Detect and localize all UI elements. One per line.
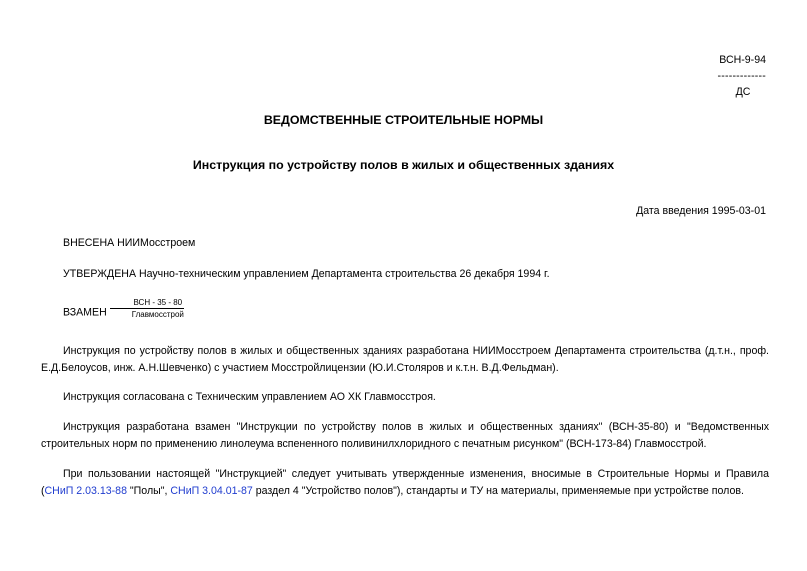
snip-2-03-13-88-link[interactable]: СНиП 2.03.13-88 <box>44 485 127 497</box>
approved-by: УТВЕРЖДЕНА Научно-техническим управлением Департамента строительства 26 декабря 1994 г. <box>63 268 550 280</box>
usage-text-1: При пользовании настоящей "Инструкцией" следует учитывать утвержденные изменения, вносимые в Строительные Нормы и Правила ( <box>41 468 769 497</box>
document-code: ВСН-9-94 <box>719 54 766 66</box>
document-org-code: ДС <box>735 86 751 98</box>
replaced-label: ВЗАМЕН <box>63 306 107 319</box>
replaced-numerator: ВСН - 35 - 80 <box>110 297 184 309</box>
paragraph-developers: Инструкция по устройству полов в жилых и общественных зданиях разработана НИИМосстроем Департамента строительства (д.т.н., проф. Е.Д.Белоусов, инж. А.Н.Шевченко) с участием Мосстройлицензии (Ю.И.Столяров и к.т.н. В.Д.Фельдман). <box>41 345 769 374</box>
replaced-fraction <box>110 297 184 320</box>
snip-3-04-01-87-link[interactable]: СНиП 3.04.01-87 <box>170 485 253 497</box>
replaced-block <box>41 298 769 324</box>
usage-text-3: раздел 4 "Устройство полов"), стандарты и ТУ на материалы, применяемые при устройстве полов. <box>252 485 744 497</box>
document-code-block <box>718 52 766 100</box>
document-subtitle: Инструкция по устройству полов в жилых и общественных зданиях <box>192 158 615 172</box>
paragraph-replaces: Инструкция разработана взамен "Инструкции по устройству полов в жилых и общественных зданиях" (ВСН-35-80) и "Ведомственных строительных норм по применению линолеума вспененного поливинилхлоридного с печатным рисунком" (ВСН-173-84) Главмосстрой. <box>41 421 769 450</box>
usage-text-2: "Полы", <box>126 485 171 497</box>
replaced-denominator: Главмосстрой <box>131 310 184 319</box>
code-divider: ------------- <box>717 70 766 82</box>
paragraph-usage <box>41 466 769 500</box>
paragraph-agreed: Инструкция согласована с Техническим управлением АО ХК Главмосстроя. <box>63 391 436 403</box>
document-title: ВЕДОМСТВЕННЫЕ СТРОИТЕЛЬНЫЕ НОРМЫ <box>263 113 544 127</box>
introduction-date: Дата введения 1995-03-01 <box>636 205 766 217</box>
introduced-by: ВНЕСЕНА НИИМосстроем <box>63 237 196 249</box>
